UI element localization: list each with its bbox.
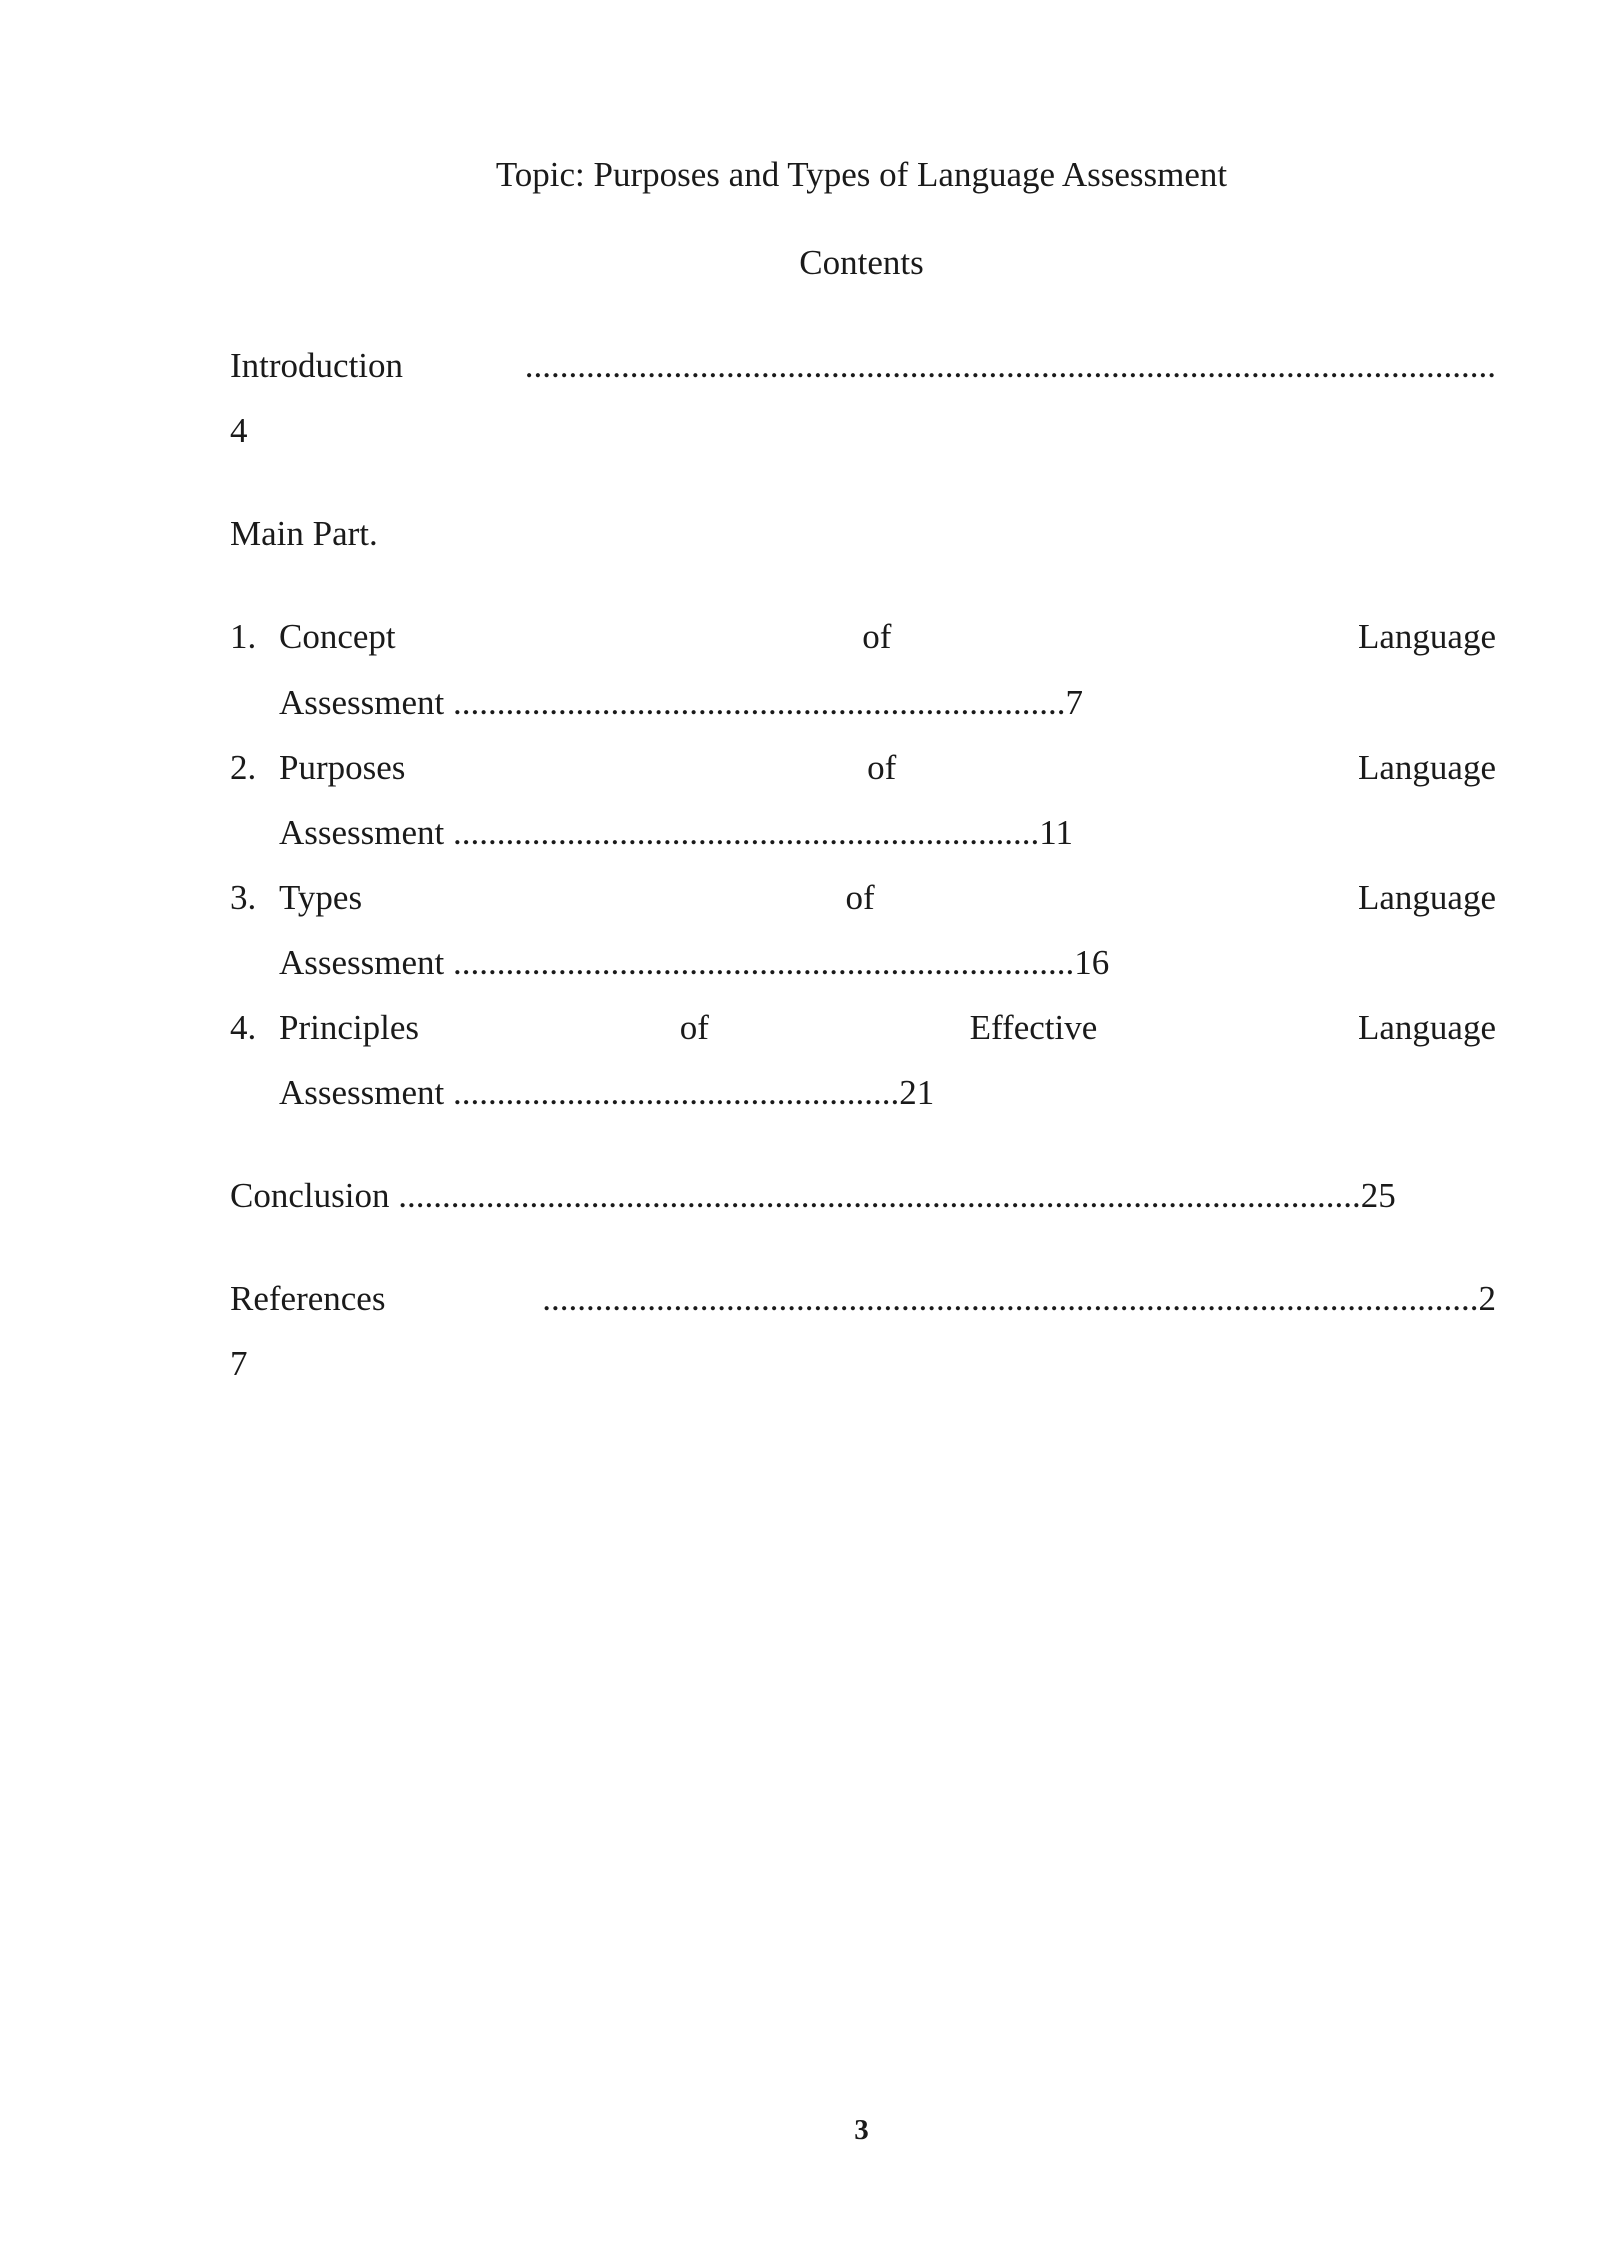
toc-item-1-word-1: Concept bbox=[279, 617, 396, 656]
toc-item-2-word-2: of bbox=[867, 748, 897, 787]
toc-item-3-word-3: Language bbox=[1358, 878, 1496, 917]
toc-item-4-word-2: of bbox=[679, 1008, 709, 1047]
toc-item-3-word-2: of bbox=[845, 878, 875, 917]
contents-title: Contents bbox=[799, 243, 924, 282]
toc-item-2-word-1: Purposes bbox=[279, 748, 406, 787]
toc-references-leader: ...........................................................................................................2 bbox=[542, 1279, 1496, 1318]
toc-item-4-word-3: Effective bbox=[969, 1008, 1098, 1047]
toc-references-page-tail: 7 bbox=[230, 1344, 248, 1383]
toc-references-label: References bbox=[230, 1279, 386, 1318]
toc-item-3-continuation: Assessment .......................................................................16 bbox=[279, 943, 1110, 982]
toc-item-1-word-2: of bbox=[862, 617, 892, 656]
toc-item-2-continuation: Assessment ...................................................................11 bbox=[279, 813, 1073, 852]
toc-item-4-word-4: Language bbox=[1358, 1008, 1496, 1047]
page-number: 3 bbox=[854, 2114, 869, 2146]
toc-item-3-number: 3. bbox=[230, 878, 257, 917]
toc-introduction-leader: ............................................................................................................... bbox=[524, 346, 1496, 385]
topic-heading: Topic: Purposes and Types of Language Assessment bbox=[495, 155, 1228, 194]
toc-entry-introduction bbox=[230, 346, 1496, 386]
toc-item-1-word-3: Language bbox=[1358, 617, 1496, 656]
toc-item-3-word-1: Types bbox=[279, 878, 363, 917]
toc-item-2-number: 2. bbox=[230, 748, 257, 787]
toc-item-2 bbox=[230, 748, 1496, 788]
toc-item-4 bbox=[230, 1008, 1496, 1048]
toc-item-1-continuation: Assessment ......................................................................7 bbox=[279, 683, 1084, 722]
toc-item-4-continuation: Assessment ...................................................21 bbox=[279, 1073, 935, 1112]
toc-main-part: Main Part. bbox=[230, 514, 378, 553]
toc-item-4-word-1: Principles bbox=[279, 1008, 419, 1047]
toc-item-3 bbox=[230, 878, 1496, 918]
toc-conclusion: Conclusion ..............................................................................................................25 bbox=[230, 1176, 1396, 1215]
toc-item-1-number: 1. bbox=[230, 617, 257, 656]
toc-item-2-word-3: Language bbox=[1358, 748, 1496, 787]
toc-entry-references bbox=[230, 1279, 1496, 1319]
toc-introduction-label: Introduction bbox=[230, 346, 404, 385]
toc-item-1 bbox=[230, 617, 1496, 657]
toc-item-4-number: 4. bbox=[230, 1008, 257, 1047]
toc-introduction-page: 4 bbox=[230, 411, 248, 450]
